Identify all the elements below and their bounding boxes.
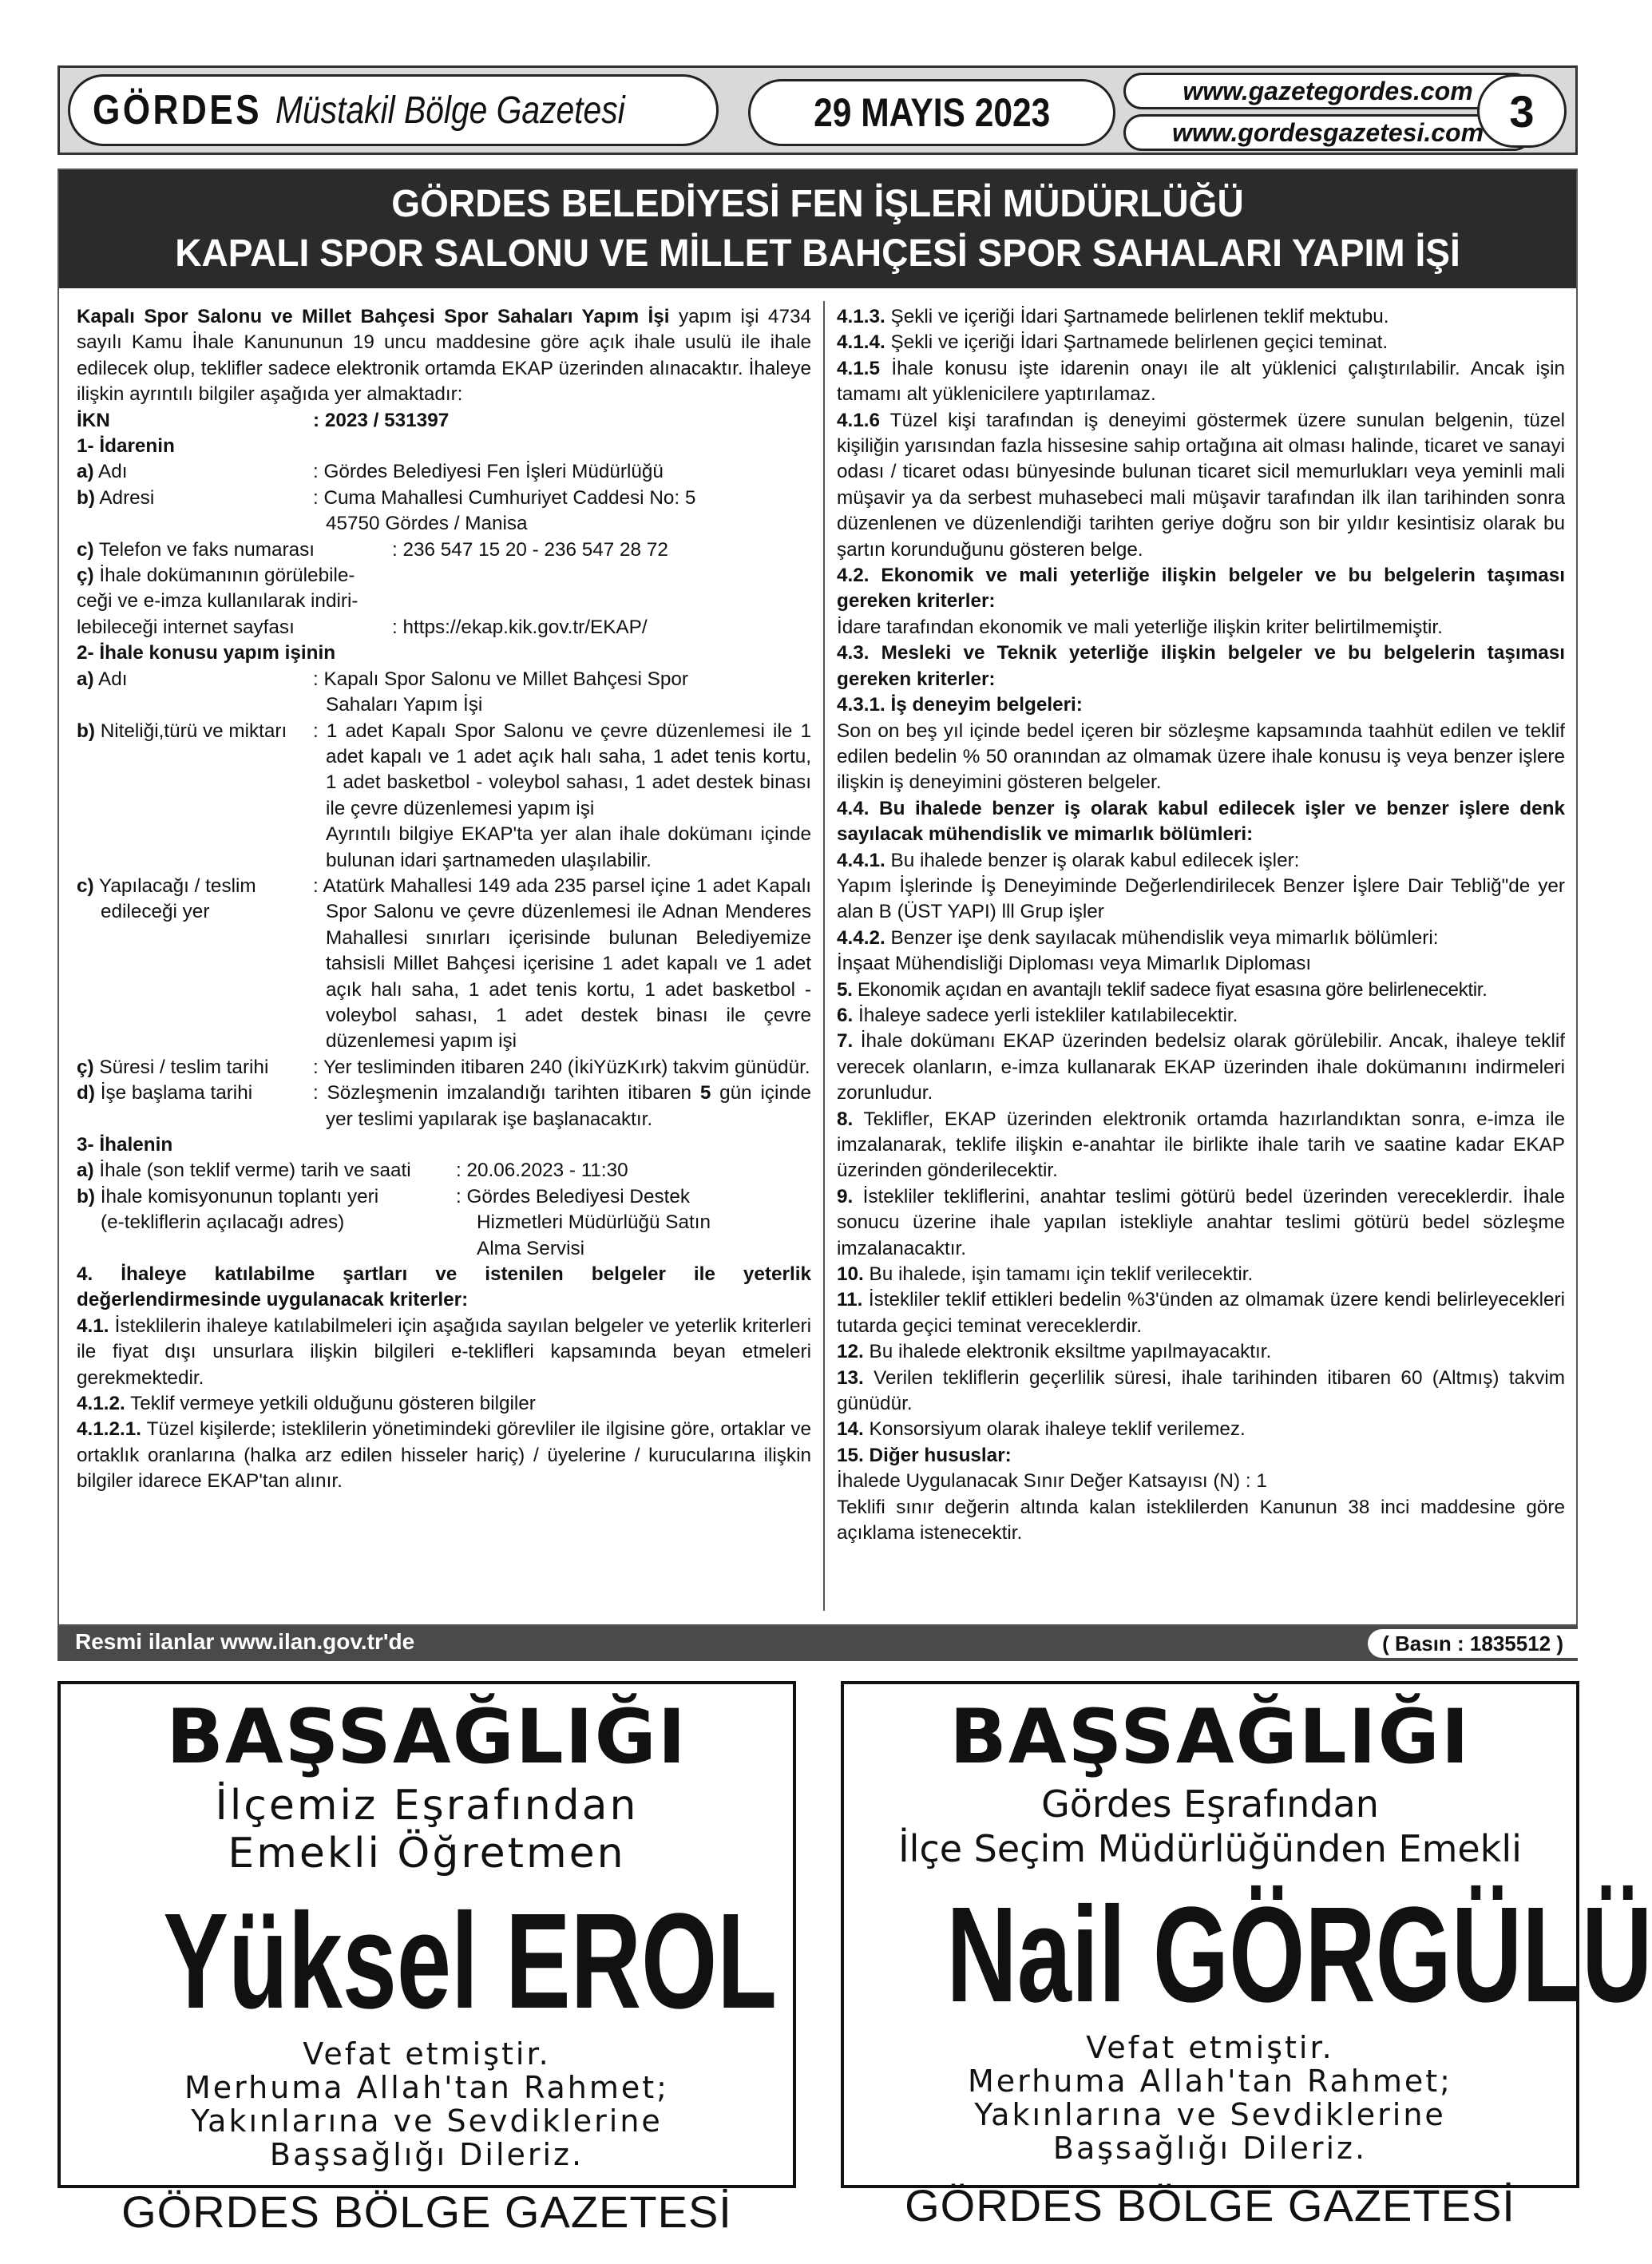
p416-key: 4.1.6 (837, 409, 881, 431)
condolence-1-msg-1: Vefat etmiştir. (303, 2036, 551, 2072)
s1cc-label-1: İhale dokümanının görülebile- (93, 565, 355, 587)
notice-left-column (77, 304, 811, 1495)
p442 (837, 926, 1565, 951)
condolence-1-line-2: Emekli Öğretmen (228, 1830, 626, 1877)
website-link-2[interactable] (1123, 114, 1532, 151)
s3b-row (77, 1184, 811, 1262)
ekap-link[interactable]: : https://ekap.kik.gov.tr/EKAP/ (392, 616, 648, 638)
s1cc-label-2: ceği ve e-imza kullanılarak indiri- (77, 590, 359, 613)
p441-text: Bu ihalede benzer iş olarak kabul edilecek işler: (885, 849, 1300, 871)
p11-text: İstekliler teklif ettikleri bedelin %3'ünden az olmamak üzere kendi belirleyecekleri tutarda geçici teminat vereceklerdir. (837, 1289, 1565, 1337)
s2d-key: d) (77, 1082, 95, 1104)
p415 (837, 356, 1565, 408)
p10-text: Bu ihalede, işin tamamı için teklif verilecektir. (863, 1263, 1254, 1286)
condolence-2-msg-4: Başsağlığı Dileriz. (1052, 2131, 1368, 2166)
issue-date: 29 MAYIS 2023 (813, 90, 1051, 135)
brand-pill (68, 74, 719, 146)
p7-key: 7. (837, 1030, 854, 1053)
s3a-value: : 20.06.2023 - 11:30 (456, 1160, 628, 1182)
s1a-value: : Gördes Belediyesi Fen İşleri Müdürlüğü (313, 461, 664, 483)
s2c-key: c) (77, 874, 94, 897)
newspaper-subtitle: Müstakil Bölge Gazetesi (275, 89, 626, 132)
s1cc-label-3: lebileceği internet sayfası (77, 616, 295, 638)
s2d-value-b: 5 (699, 1082, 711, 1104)
section-1-heading: 1- İdarenin (77, 435, 175, 458)
page-number: 3 (1509, 85, 1535, 137)
p15-text-2: Teklifi sınır değerin altında kalan isteklilerden Kanunun 38 inci maddesine göre açıklama istenecektir. (837, 1496, 1565, 1544)
s1c-row (77, 537, 811, 563)
p10 (837, 1262, 1565, 1287)
p14-text: Konsorsiyum olarak ihaleye teklif verilemez. (863, 1418, 1246, 1441)
p415-key: 4.1.5 (837, 357, 881, 379)
p412 (77, 1391, 811, 1417)
s1c-value: : 236 547 15 20 - 236 547 28 72 (392, 538, 668, 561)
date-pill (748, 79, 1115, 146)
p14 (837, 1417, 1565, 1442)
p5-text: Ekonomik açıdan en avantajlı teklif sadece fiyat esasına göre belirlenecektir. (852, 978, 1488, 1001)
p6 (837, 1003, 1565, 1029)
condolence-2-line-1: Gördes Eşrafından (1041, 1782, 1379, 1826)
condolence-1-line-1: İlçemiz Eşrafından (215, 1782, 639, 1830)
p6-text: İhaleye sadece yerli istekliler katılabilecektir. (853, 1004, 1238, 1026)
p12-text: Bu ihalede elektronik eksiltme yapılmayacaktır. (863, 1341, 1272, 1363)
s2cc-key: ç) (77, 1056, 94, 1078)
notice-title-line-2: KAPALI SPOR SALONU VE MİLLET BAHÇESİ SPOR SAHALARI YAPIM İŞİ (175, 232, 1460, 275)
p42-text: İdare tarafından ekonomik ve mali yeterliğe ilişkin kriter belirtilmemiştir. (837, 616, 1443, 638)
s1cc-key: ç) (77, 565, 94, 587)
p441-key: 4.4.1. (837, 849, 885, 871)
condolence-ad-1 (57, 1681, 796, 2237)
p13-text: Verilen tekliflerin geçerlilik süresi, ihale tarihinden itibaren 60 (Altmış) takvim günüdür. (837, 1366, 1565, 1415)
s3b-value-1: : Gördes Belediyesi Destek (456, 1185, 691, 1207)
s3a-label: İhale (son teklif verme) tarih ve saati (93, 1160, 411, 1182)
condolence-2-signature: GÖRDES BÖLGE GAZETESİ (905, 2180, 1515, 2230)
p431-text: Son on beş yıl içinde bedel içeren bir sözleşme kapsamında taahhüt edilen ve teklif edilen bedelin % 50 oranından az olmamak üzere ihale konusu iş veya benzer işlere ilişkin iş deneyimini gösteren belgeler. (837, 720, 1565, 794)
ikn-label: İKN (77, 409, 110, 431)
condolence-2-msg-1: Vefat etmiştir. (1086, 2030, 1334, 2065)
s1c-key: c) (77, 538, 94, 561)
notice-footer-strip (57, 1626, 1578, 1661)
s2a-value-2: Sahaları Yapım İşi (326, 694, 483, 716)
condolence-1-signature: GÖRDES BÖLGE GAZETESİ (121, 2187, 732, 2237)
s1b-row (77, 486, 811, 537)
s2b-value-2: Ayrıntılı bilgiye EKAP'ta yer alan ihale dokümanı içinde bulunan idari şartnameden ulaşılabilir. (326, 823, 811, 871)
notice-title (59, 170, 1576, 288)
p8-key: 8. (837, 1108, 854, 1130)
s1b-value-2: 45750 Gördes / Manisa (326, 513, 528, 535)
s2d-label: İşe başlama tarihi (94, 1082, 253, 1104)
ikn-row (77, 408, 811, 434)
p15-heading: 15. Diğer hususlar: (837, 1444, 1012, 1466)
s1b-key: b) (77, 486, 95, 509)
condolence-2-msg-2: Merhuma Allah'tan Rahmet; (968, 2064, 1452, 2099)
notice-title-line-1: GÖRDES BELEDİYESİ FEN İŞLERİ MÜDÜRLÜĞÜ (391, 183, 1244, 225)
p441-text-2: Yapım İşlerinde İş Deneyiminde Değerlendirilecek Benzer İşlere Dair Tebliğ"de yer alan B (ÜST YAPI) lll Grup işler (837, 874, 1565, 923)
s1cc-row (77, 563, 811, 640)
p4121-text: Tüzel kişilerde; isteklilerin yönetimindeki görevliler ile ilgisine göre, ortaklar ve ortaklık oranlarına (halka arz edilen hisseler hariç) / üyelerine / kurucularına ilişkin bilgiler idarece EKAP'tan alınır. (77, 1418, 811, 1493)
p441 (837, 848, 1565, 874)
p44-heading: 4.4. Bu ihalede benzer iş olarak kabul edilecek işler ve benzer işlere denk sayılacak mühendislik ve mimarlık bölümleri: (837, 797, 1565, 846)
p42-heading: 4.2. Ekonomik ve mali yeterliğe ilişkin belgeler ve bu belgelerin taşıması gereken kriterler: (837, 565, 1565, 613)
s2a-label: Adı (93, 668, 128, 690)
p41-key: 4.1. (77, 1314, 109, 1337)
condolence-2-msg-3: Yakınlarına ve Sevdiklerine (974, 2097, 1446, 2132)
p412-key: 4.1.2. (77, 1393, 125, 1415)
p6-key: 6. (837, 1004, 854, 1026)
p9-text: İstekliler tekliflerini, anahtar teslimi götürü bedel üzerinden vereceklerdir. İhale sonucu üzerine ihale yapılan istekliyle anahtar teslimi götürü bedel sözleşme imzalanacaktır. (837, 1185, 1565, 1259)
p5 (837, 977, 1565, 1003)
s2a-value-1: : Kapalı Spor Salonu ve Millet Bahçesi Spor (313, 668, 688, 690)
p13-key: 13. (837, 1366, 864, 1389)
p10-key: 10. (837, 1263, 864, 1286)
condolence-2-name: Nail GÖRGÜLÜ (946, 1879, 1652, 2031)
condolence-1-msg-4: Başsağlığı Dileriz. (269, 2137, 584, 2172)
s2c-label-1: Yapılacağı / teslim (93, 874, 256, 897)
p416-text: Tüzel kişi tarafından iş deneyimi göstermek üzere sunulan belgenin, tüzel kişiliğin yarısından fazla hissesine sahip ortağına ait olması halinde, ticaret ve sanayi odası / ticaret odası bünyesinde bulunan ticaret sicil memurlukları veya yeminli mali müşavir ya da serbest muhasebeci mali müşavir tarafından ilk ilan tarihinden sonra düzenlenen ve düzenlendiği tarihten geriye doğru son bir yıldır kesintisiz olarak bu şartın korunduğunu gösteren belge. (837, 409, 1565, 561)
s3b-label-2: (e-tekliflerin açılacağı adres) (101, 1211, 345, 1234)
p414 (837, 330, 1565, 355)
p41 (77, 1314, 811, 1391)
s1c-label: Telefon ve faks numarası (93, 538, 315, 561)
p41-text: İsteklilerin ihaleye katılabilmeleri için aşağıda sayılan belgeler ve yeterlik kriterleri ile fiyat dışı unsurlara ilişkin bilgileri e-teklifleri kapsamında beyan etmeleri gerekmektedir. (77, 1314, 811, 1389)
p414-text: Şekli ve içeriği İdari Şartnamede belirlenen geçici teminat. (885, 331, 1389, 354)
page-number-pill (1477, 74, 1567, 148)
p7 (837, 1029, 1565, 1106)
s3a-row (77, 1158, 811, 1184)
condolence-1-title: BAŞSAĞLIĞI (166, 1694, 687, 1781)
p43-heading: 4.3. Mesleki ve Teknik yeterliğe ilişkin belgeler ve bu belgelerin taşıması gereken kriterler: (837, 642, 1565, 690)
p9 (837, 1184, 1565, 1262)
s2cc-row (77, 1055, 811, 1080)
notice-right-column (837, 304, 1565, 1547)
column-divider (823, 301, 825, 1611)
s2c-value: : Atatürk Mahallesi 149 ada 235 parsel içine 1 adet Kapalı Spor Salonu ve çevre düzenlemesi ile Adnan Menderes Mahallesi sınırları içerisinde bulunan Belediyemize tahsisli Millet Bahçesi içerisine 1 adet kapalı ve 1 adet açık halı saha, 1 adet tenis kortu, 1 adet basketbol - voleybol sahası, 1 adet destek binası ile çevre düzenlemesi yapım işi (313, 874, 811, 1053)
s3b-value-3: Alma Servisi (477, 1237, 585, 1259)
p8-text: Teklifler, EKAP üzerinden elektronik ortamda hazırlandıktan sonra, e-imza ile imzalanarak, teklife ilişkin e-anahtar ile birlikte ihale tarih ve saatine kadar EKAP üzerinden gönderilecektir. (837, 1108, 1565, 1182)
p7-text: İhale dokümanı EKAP üzerinden bedelsiz olarak görülebilir. Ancak, ihaleye teklif verecek olanların, e-imza kullanarak EKAP üzerinden ihale dokümanını indirmeleri zorunludur. (837, 1030, 1565, 1104)
s3b-value-2: Hizmetleri Müdürlüğü Satın (477, 1211, 711, 1234)
ikn-value: : 2023 / 531397 (313, 409, 450, 431)
p413-text: Şekli ve içeriği İdari Şartnamede belirlenen teklif mektubu. (885, 306, 1389, 327)
p4121 (77, 1417, 811, 1494)
intro-paragraph (77, 304, 811, 408)
s2c-row (77, 874, 811, 1055)
p442-text: Benzer işe denk sayılacak mühendislik veya mimarlık bölümleri: (885, 926, 1439, 949)
s2d-value-a: : Sözleşmenin imzalandığı tarihten itibaren (313, 1082, 700, 1104)
s2b-key: b) (77, 720, 95, 742)
p413 (837, 304, 1565, 330)
p12 (837, 1339, 1565, 1365)
s3b-key: b) (77, 1185, 95, 1207)
condolence-2-title: BAŞSAĞLIĞI (949, 1694, 1471, 1781)
s2a-row (77, 667, 811, 719)
s1a-key: a) (77, 461, 94, 483)
p13 (837, 1366, 1565, 1417)
s2d-value-c: gün içinde yer teslimi yapılarak işe başlanacaktır. (326, 1082, 811, 1130)
p431-heading: 4.3.1. İş deneyim belgeleri: (837, 694, 1083, 716)
s2b-value-1: : 1 adet Kapalı Spor Salonu ve çevre düzenlemesi ile 1 adet kapalı ve 1 adet açık halı saha, 1 adet tenis kortu, 1 adet basketbol - voleybol sahası, 1 adet destek binası ile çevre düzenlemesi yapım işi (313, 720, 811, 819)
p4121-key: 4.1.2.1. (77, 1418, 142, 1441)
s1b-value-1: : Cuma Mahallesi Cumhuriyet Caddesi No: 5 (313, 486, 696, 509)
s2cc-value: : Yer tesliminden itibaren 240 (İkiYüzKırk) takvim günüdür. (313, 1056, 810, 1078)
p5-key: 5. (837, 978, 853, 1001)
p11 (837, 1287, 1565, 1339)
s1a-label: Adı (93, 461, 128, 483)
condolence-2-line-2: İlçe Seçim Müdürlüğünden Emekli (898, 1827, 1522, 1870)
p415-text: İhale konusu işte idarenin onayı ile alt yüklenici çalıştırılabilir. Ancak işin tamamı alt yüklenicilere yaptırılamaz. (837, 357, 1565, 406)
condolence-1-msg-2: Merhuma Allah'tan Rahmet; (184, 2070, 669, 2105)
s2cc-label: Süresi / teslim tarihi (93, 1056, 269, 1078)
condolence-ad-2 (841, 1681, 1652, 2230)
website-url-2: www.gordesgazetesi.com (1171, 117, 1484, 147)
p14-key: 14. (837, 1418, 864, 1441)
s3a-key: a) (77, 1160, 94, 1182)
section-3-heading: 3- İhalenin (77, 1134, 173, 1156)
p413-key: 4.1.3. (837, 306, 885, 327)
s1a-row (77, 459, 811, 485)
s2a-key: a) (77, 668, 94, 690)
s2b-label: Niteliği,türü ve miktarı (94, 720, 287, 742)
p12-key: 12. (837, 1341, 864, 1363)
p15-text-1: İhalede Uygulanacak Sınır Değer Katsayısı (N) : 1 (837, 1470, 1267, 1493)
condolence-1-name: Yüksel EROL (163, 1885, 778, 2037)
press-number: ( Basın : 1835512 ) (1368, 1629, 1578, 1658)
p416 (837, 408, 1565, 563)
p9-key: 9. (837, 1185, 854, 1207)
p414-key: 4.1.4. (837, 331, 885, 354)
newspaper-name: GÖRDES (93, 87, 262, 133)
s2d-row (77, 1080, 811, 1132)
intro-bold: Kapalı Spor Salonu ve Millet Bahçesi Spor Sahaları Yapım İşi (77, 306, 670, 327)
s1b-label: Adresi (94, 486, 155, 509)
website-url-1: www.gazetegordes.com (1183, 76, 1473, 105)
condolence-1-msg-3: Yakınlarına ve Sevdiklerine (191, 2103, 663, 2139)
p11-key: 11. (837, 1289, 863, 1311)
official-ads-link[interactable]: Resmi ilanlar www.ilan.gov.tr'de (75, 1629, 415, 1654)
website-link-1[interactable] (1123, 73, 1532, 109)
p8 (837, 1107, 1565, 1184)
s2c-label-2: edileceği yer (101, 901, 210, 923)
masthead (57, 65, 1578, 155)
intro-text: yapım işi 4734 sayılı Kamu İhale Kanununun 19 uncu maddesine göre açık ihale usulü ile ihale edilecek olup, teklifler sadece elektronik ortamda EKAP üzerinden alınacaktır. İhaleye ilişkin ayrıntılı bilgiler aşağıda yer almaktadır: (77, 306, 811, 406)
s3b-label-1: İhale komisyonunun toplantı yeri (94, 1185, 379, 1207)
section-4-heading: 4. İhaleye katılabilme şartları ve istenilen belgeler ile yeterlik değerlendirmesinde uygulanacak kriterler: (77, 1263, 811, 1311)
p412-text: Teklif vermeye yetkili olduğunu gösteren bilgiler (125, 1393, 536, 1415)
s2b-row (77, 719, 811, 874)
section-2-heading: 2- İhale konusu yapım işinin (77, 642, 336, 664)
p442-text-2: İnşaat Mühendisliği Diploması veya Mimarlık Diploması (837, 953, 1312, 975)
tender-notice (57, 169, 1578, 1626)
p442-key: 4.4.2. (837, 926, 885, 949)
